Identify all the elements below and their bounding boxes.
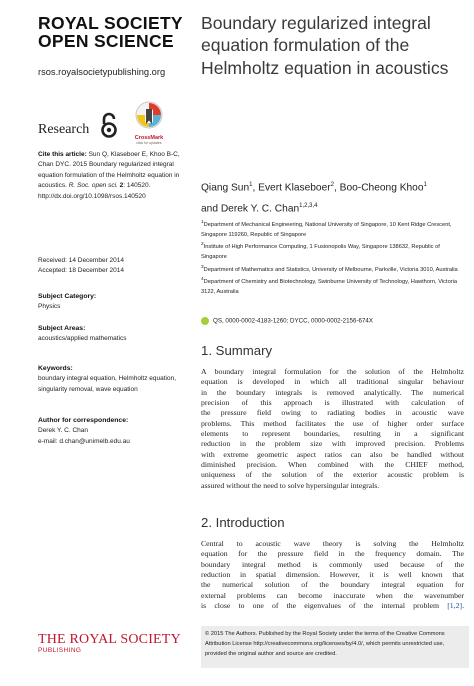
orcid-icon xyxy=(201,317,209,325)
journal-name-line2: OPEN SCIENCE xyxy=(38,31,174,51)
text-line: elements to represent boundaries, resulting in a significant xyxy=(201,429,464,439)
affiliation-item xyxy=(201,275,463,297)
journal-name-line1: ROYAL SOCIETY xyxy=(38,13,183,33)
text-line: the pressure field owing to radiating bodies in acoustic wave xyxy=(201,408,464,418)
text-fragment: . xyxy=(462,601,464,611)
text-line: boundary integral method is commonly used because of the xyxy=(201,559,464,569)
text-line: precision of this approach is illustrated with calculation of xyxy=(201,398,464,408)
orcid-ids[interactable]: QS, 0000-0002-4183-1260; DYCC, 0000-0002-2156-674X xyxy=(213,317,373,325)
publisher-name: THE ROYAL SOCIETY xyxy=(38,632,181,647)
keywords-label: Keywords: xyxy=(38,365,73,372)
text-line: external problems can become inaccurate when the wavenumber xyxy=(201,590,464,600)
crossmark-badge-icon xyxy=(134,100,164,132)
author-list xyxy=(201,176,463,219)
cite-journal: R. Soc. open sci. xyxy=(68,182,118,190)
author-affiliation-mark: 2 xyxy=(330,182,334,188)
author-affiliation-mark: 1,2,3,4 xyxy=(299,203,318,210)
subject-areas-value: acoustics/applied mathematics xyxy=(38,335,127,343)
affiliation-number: 2 xyxy=(201,242,204,248)
affiliation-number: 4 xyxy=(201,276,204,282)
text-line: equation is developed in which all traditional singular behaviour xyxy=(201,377,464,387)
subject-areas-label: Subject Areas: xyxy=(38,325,86,332)
affiliations xyxy=(201,218,463,297)
royal-society-publishing-logo xyxy=(38,632,181,654)
text-line: with extreme geometric aspect ratios can also be handled without xyxy=(201,449,464,459)
text-line: reduction in spatial dimension. However, it is well known that xyxy=(201,570,464,580)
article-type-label: Research xyxy=(38,122,90,137)
subject-category-value: Physics xyxy=(38,303,61,311)
affiliation-text: Department of Mathematics and Statistics, University of Melbourne, Parkville, Victoria 3010, Australia xyxy=(203,266,458,273)
crossmark-sublabel: click for updates xyxy=(136,141,162,145)
text-line: the numerical solution of the boundary integral equation for xyxy=(201,580,464,590)
keywords xyxy=(38,364,188,395)
author-name: Qiang Sun xyxy=(201,182,250,194)
text-line: diminished precision. When combined with the CHIEF method, xyxy=(201,460,464,470)
text-line xyxy=(201,601,464,611)
author-separator: , xyxy=(334,182,340,194)
text-line: reduction in the problem size with improved precision. Problems xyxy=(201,439,464,449)
correspondence-email-line xyxy=(38,437,188,447)
cite-pages: : 140520. xyxy=(123,182,151,190)
correspondence-name: Derek Y. C. Chan xyxy=(38,427,88,435)
author-affiliation-mark: 1 xyxy=(423,182,427,188)
correspondence-label: Author for correspondence: xyxy=(38,417,129,424)
license-text: © 2015 The Authors. Published by the Royal Society under the terms of the Creative Commons Attribution License http://creativecommons.org/licenses/by/4.0/, which permits unrestricted use, provided the original author and source are credited. xyxy=(205,631,445,657)
subject-areas xyxy=(38,324,188,345)
cite-doi-link[interactable]: http://dx.doi.org/10.1098/rsos.140520 xyxy=(38,192,146,200)
affiliation-item xyxy=(201,218,463,240)
citation-block xyxy=(38,150,188,202)
received-date: Received: 14 December 2014 xyxy=(38,257,124,264)
text-line: assured without the need to solve hypersingular integrals. xyxy=(201,480,380,490)
affiliation-text: Department of Mechanical Engineering, National University of Singapore, 10 Kent Ridge Crescent, Singapore 119260, Republic of Singapore xyxy=(201,221,452,239)
text-fragment: is close to one of the eigenvalues of the internal problem xyxy=(201,601,448,611)
open-access-icon xyxy=(100,112,118,138)
text-line: equation for the pressure field in the frequency domain. The xyxy=(201,549,464,559)
cite-label: Cite this article: xyxy=(38,151,87,158)
author-name: Boo-Cheong Khoo xyxy=(339,182,424,194)
author-name: Evert Klaseboer xyxy=(258,182,331,194)
correspondence xyxy=(38,416,188,447)
subject-category-label: Subject Category: xyxy=(38,293,97,300)
keywords-value: boundary integral equation, Helmholtz equation, singularity removal, wave equation xyxy=(38,375,177,393)
publisher-subname: PUBLISHING xyxy=(38,647,82,654)
author-affiliation-mark: 1 xyxy=(249,182,253,188)
affiliation-number: 1 xyxy=(201,220,204,225)
affiliation-number: 3 xyxy=(201,264,204,270)
affiliation-text: Department of Chemistry and Biotechnology, Swinburne University of Technology, Hawthorn, Victoria 3122, Australia xyxy=(201,278,458,295)
text-line: problems. This method facilitates the use of higher order surface xyxy=(201,418,464,428)
email-label: e-mail: xyxy=(38,437,60,445)
summary-heading: 1. Summary xyxy=(201,343,273,358)
text-line: uniqueness of the solution of the exterior acoustic problem is xyxy=(201,470,464,480)
introduction-heading: 2. Introduction xyxy=(201,515,285,530)
summary-paragraph xyxy=(201,367,464,491)
crossmark-icon[interactable] xyxy=(134,100,164,145)
text-line: Central to acoustic wave theory is solving the Helmholtz xyxy=(201,539,464,548)
crossmark-label: CrossMark xyxy=(134,135,164,141)
cite-text: Sun Q, Klaseboer E, Khoo B-C, Chan DYC. 2015 Boundary regularized integral equation formulation of the Helmholtz equation in acoustics. xyxy=(38,151,180,190)
text-line: A boundary integral formulation for the solution of the Helmholtz xyxy=(201,367,464,376)
affiliation-item xyxy=(201,240,463,262)
author-name: and Derek Y. C. Chan xyxy=(201,203,300,215)
text-line: in the boundary integrals is removed analytically. The numerical xyxy=(201,387,464,397)
journal-url[interactable]: rsos.royalsocietypublishing.org xyxy=(38,67,166,77)
paper-title: Boundary regularized integral equation formulation of the Helmholtz equation in acoustics xyxy=(201,13,449,78)
email-link[interactable]: d.chan@unimelb.edu.au xyxy=(59,437,130,445)
affiliation-item xyxy=(201,263,463,275)
orcid-line xyxy=(201,317,373,325)
author-separator: , xyxy=(252,182,259,194)
introduction-paragraph xyxy=(201,539,464,611)
affiliation-text: Institute of High Performance Computing, 1 Fusionopolis Way, Singapore 138632, Republic of Singapore xyxy=(201,244,440,261)
dates-block xyxy=(38,256,188,277)
cite-volume: 2 xyxy=(117,182,124,190)
reference-link[interactable]: [1,2] xyxy=(447,601,463,611)
accepted-date: Accepted: 18 December 2014 xyxy=(38,267,124,275)
journal-logo xyxy=(38,14,188,50)
subject-category xyxy=(38,292,188,313)
